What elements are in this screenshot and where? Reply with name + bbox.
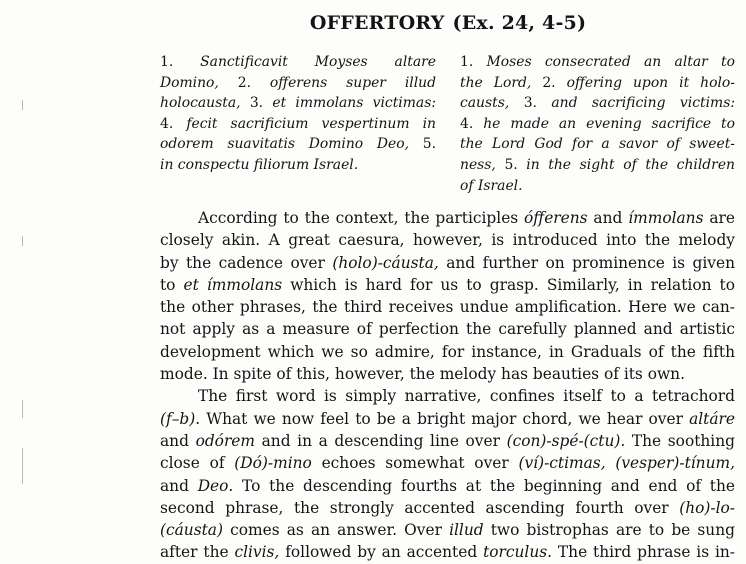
text-run: comes as an answer. Over xyxy=(222,521,450,540)
verse-number: 5. xyxy=(504,156,527,173)
emphasized-term: (f–b) xyxy=(160,409,196,428)
paragraph-line xyxy=(160,452,735,474)
english-line xyxy=(460,52,735,73)
text-run: . To the descending fourths at the beginning and end of the xyxy=(228,476,735,495)
text-run: close of xyxy=(160,454,235,473)
verse-text: and sacrificing victims: xyxy=(551,95,736,112)
latin-text-column xyxy=(160,52,436,176)
heading-title: OFFERTORY xyxy=(309,12,445,34)
emphasized-term: Deo xyxy=(197,476,229,495)
verse-text: he made an evening sacrifice to xyxy=(483,115,735,132)
verse-text: causts, xyxy=(460,95,524,112)
emphasized-term: (holo)-cáusta, xyxy=(332,253,439,272)
paragraph-line xyxy=(160,430,735,452)
paragraph-line xyxy=(160,519,735,541)
paragraph-line xyxy=(160,497,735,519)
verse-text: odorem suavitatis Domino Deo, xyxy=(160,136,423,153)
verse-text: of Israel. xyxy=(460,177,523,194)
text-run: mode. In spite of this, however, the melody has beauties of its own. xyxy=(160,365,685,384)
emphasized-term: odórem xyxy=(195,431,256,450)
paragraph-line xyxy=(160,318,735,340)
english-line xyxy=(460,73,735,94)
english-line xyxy=(460,176,735,197)
text-run: and further on prominence is given xyxy=(438,253,735,272)
text-run: and in a descending line over xyxy=(255,431,507,450)
verse-number: 4. xyxy=(460,115,484,132)
margin-mark xyxy=(22,448,23,484)
text-run: are xyxy=(703,209,735,227)
verse-number: 2. xyxy=(542,74,567,91)
text-run: to xyxy=(160,275,184,294)
verse-text: Moses consecrated an altar to xyxy=(486,54,735,70)
section-heading xyxy=(160,12,736,34)
paragraph-line xyxy=(160,541,735,563)
text-run: and xyxy=(160,431,196,450)
verse-number: 1. xyxy=(460,54,487,70)
english-line xyxy=(460,93,735,114)
verse-text: fecit sacrificium vespertinum in xyxy=(186,115,437,132)
verse-text: Domino, xyxy=(160,74,238,91)
english-line xyxy=(460,114,735,135)
text-run: According to the context, the participles xyxy=(198,209,525,227)
text-run: . What we now feel to be a bright major chord, we hear over xyxy=(195,409,690,428)
paragraph-line xyxy=(160,296,735,318)
verse-text: ness, xyxy=(460,156,505,173)
paragraph-line xyxy=(160,341,735,363)
text-run: The third phrase is in- xyxy=(552,543,736,562)
text-run: second phrase, the strongly accented ascending fourth over xyxy=(160,498,680,517)
paragraph-line xyxy=(160,408,735,430)
emphasized-term: (Dó)-mino xyxy=(234,454,312,473)
verse-text: the Lord God for a savor of sweet- xyxy=(460,136,735,153)
margin-mark xyxy=(22,100,23,110)
text-run: after the xyxy=(160,543,235,562)
verse-text: in conspectu filiorum Israel. xyxy=(160,156,359,173)
commentary-body xyxy=(160,207,735,564)
text-run: followed by an accented xyxy=(279,543,484,562)
verse-number: 3. xyxy=(249,95,273,112)
paragraph-line xyxy=(160,274,735,296)
text-run: The soothing xyxy=(625,431,735,450)
emphasized-term: (cáusta) xyxy=(160,521,223,540)
emphasized-term: ímmolans xyxy=(628,209,704,227)
verse-text: offerens super illud xyxy=(269,74,436,91)
paragraph-line xyxy=(160,385,735,407)
emphasized-term: (con)-spé-(ctu). xyxy=(506,431,626,450)
paragraph-line xyxy=(160,207,735,229)
margin-mark xyxy=(22,400,23,418)
emphasized-term: et ímmolans xyxy=(183,275,283,294)
latin-line xyxy=(160,134,436,155)
emphasized-term: altáre xyxy=(689,409,735,428)
latin-line xyxy=(160,155,436,176)
latin-line xyxy=(160,114,436,135)
text-run: The first word is simply narrative, confines itself to a tetrachord xyxy=(198,387,735,406)
verse-text: the Lord, xyxy=(460,74,543,91)
verse-number: 3. xyxy=(523,95,552,112)
verse-number: 4. xyxy=(160,115,187,132)
latin-line xyxy=(160,73,436,94)
emphasized-term: torculus. xyxy=(483,543,553,562)
text-run: closely akin. A great caesura, however, is introduced into the melody xyxy=(160,231,735,250)
paragraph-line xyxy=(160,252,735,274)
text-run: development which we so admire, for instance, in Graduals of the fifth xyxy=(160,342,735,361)
emphasized-term: ófferens xyxy=(524,209,588,227)
verse-number: 1. xyxy=(160,54,201,70)
text-run: the other phrases, the third receives undue amplification. Here we can- xyxy=(160,298,735,317)
verse-number: 2. xyxy=(237,74,270,91)
english-line xyxy=(460,155,735,176)
verse-text: Sanctificavit Moyses altare xyxy=(200,54,437,70)
latin-line xyxy=(160,93,436,114)
text-run: two bistrophas are to be sung xyxy=(483,521,735,540)
text-run: echoes somewhat over xyxy=(311,454,519,473)
emphasized-term: illud xyxy=(449,521,484,540)
margin-mark xyxy=(22,236,23,246)
text-run: and xyxy=(587,209,629,227)
verse-number: 5. xyxy=(422,136,436,153)
paragraph-line xyxy=(160,229,735,251)
english-translation-column xyxy=(460,52,735,196)
verse-text: offering upon it holo- xyxy=(566,74,735,91)
text-run: by the cadence over xyxy=(160,253,333,272)
verse-text: in the sight of the children xyxy=(526,156,735,173)
paragraph-line xyxy=(160,475,735,497)
latin-line xyxy=(160,52,436,73)
text-run: not apply as a measure of perfection the carefully planned and artistic xyxy=(160,320,735,339)
heading-reference: (Ex. 24, 4-5) xyxy=(452,12,587,34)
english-line xyxy=(460,134,735,155)
text-run: and xyxy=(160,476,198,495)
verse-text: holocausta, xyxy=(160,95,250,112)
verse-text: et immolans victimas: xyxy=(272,95,436,112)
emphasized-term: (ví)-ctimas, (vesper)-tínum, xyxy=(518,454,735,473)
text-run: which is hard for us to grasp. Similarly, in relation to xyxy=(282,275,736,294)
paragraph-line xyxy=(160,363,735,385)
emphasized-term: clivis, xyxy=(234,543,280,562)
emphasized-term: (ho)-lo- xyxy=(679,498,735,517)
